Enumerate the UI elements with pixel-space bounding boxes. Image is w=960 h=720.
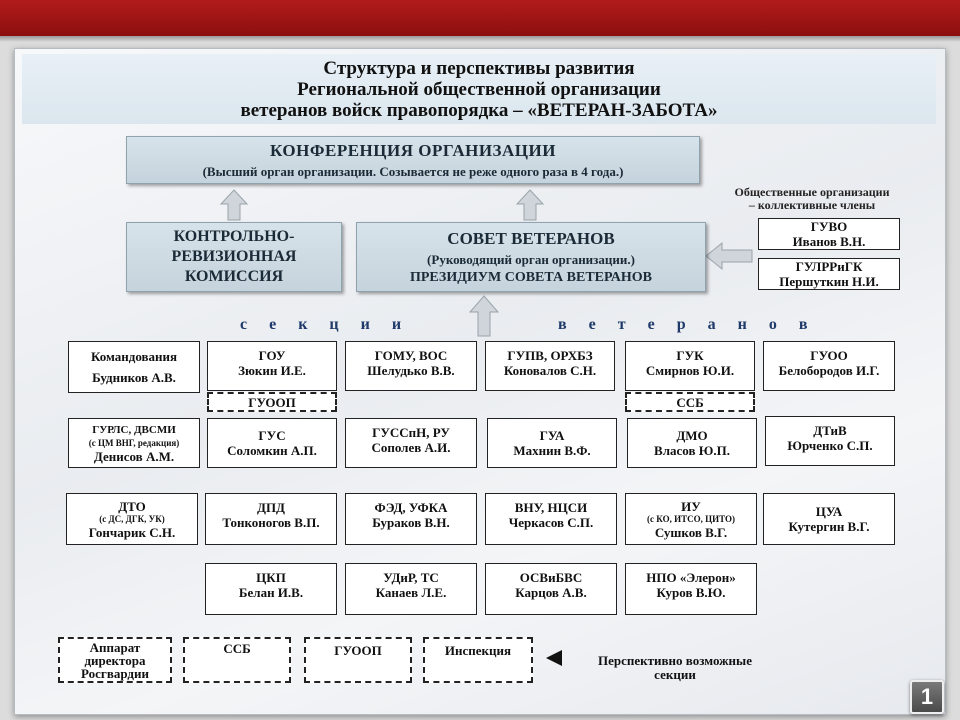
perspective-box	[183, 637, 291, 683]
section-name: ЦУА	[815, 504, 843, 519]
section-name: ГУССпН, РУ	[372, 425, 450, 440]
arrow-up-icon	[470, 296, 498, 336]
subsection-label: ГУООП	[248, 394, 296, 410]
section-person: Белобородов И.Г.	[778, 363, 880, 378]
public-org-name: ГУЛРРиГК	[795, 259, 863, 274]
subsection-guoop	[207, 392, 337, 412]
section-box	[625, 341, 755, 391]
section-name: ЦКП	[256, 570, 286, 585]
section-person: Бураков В.Н.	[372, 515, 450, 530]
audit-line-3: КОМИССИЯ	[184, 268, 284, 285]
section-box	[485, 493, 617, 545]
audit-line-1: КОНТРОЛЬНО-	[173, 228, 295, 245]
sections-heading-left: с е к ц и и	[240, 316, 411, 333]
section-box	[485, 341, 615, 391]
perspective-line-2: директора	[84, 652, 146, 668]
legend-arrow-icon	[546, 650, 562, 666]
audit-commission-box	[126, 222, 342, 292]
section-name: ГУК	[676, 348, 704, 363]
section-name: ГУОО	[810, 348, 848, 363]
council-box	[356, 222, 706, 292]
section-note: (с ЦМ ВНГ, редакция)	[88, 437, 180, 448]
public-org-person: Иванов В.Н.	[792, 234, 866, 249]
section-box	[485, 563, 617, 615]
public-org-guvo	[758, 218, 900, 250]
section-person: Будников А.В.	[92, 370, 176, 385]
section-box	[345, 563, 477, 615]
section-box	[345, 493, 477, 545]
section-box	[345, 341, 477, 391]
section-box	[487, 418, 617, 468]
section-box	[625, 493, 757, 545]
section-box	[205, 493, 337, 545]
section-name: ГУС	[258, 428, 286, 443]
perspective-line-1: Аппарат	[89, 639, 141, 655]
section-note: (с ДС, ДГК, УК)	[99, 513, 165, 524]
public-org-name: ГУВО	[810, 219, 848, 234]
perspective-line-1: ГУООП	[334, 643, 382, 658]
title-line-2: Региональной общественной организации	[297, 79, 661, 100]
section-person: Тонконогов В.П.	[222, 515, 320, 530]
perspective-line-3: Росгвардии	[81, 665, 149, 681]
council-title: СОВЕТ ВЕТЕРАНОВ	[447, 228, 615, 248]
section-person: Юрченко С.П.	[787, 438, 873, 453]
section-name: ОСВиБВС	[519, 570, 583, 585]
conference-subtitle: (Высший орган организации. Созывается не реже одного раза в 4 года.)	[202, 163, 624, 179]
section-name: ФЭД, УФКА	[374, 500, 448, 515]
section-person: Денисов А.М.	[93, 448, 175, 464]
perspective-line-1: Инспекция	[444, 643, 512, 658]
section-person: Шелудько В.В.	[367, 363, 455, 378]
perspective-box	[304, 637, 412, 683]
section-box	[66, 493, 198, 545]
section-name: УДиР, ТС	[383, 570, 439, 585]
section-person: Коновалов С.Н.	[503, 363, 597, 378]
arrow-left-icon	[706, 243, 752, 269]
section-note: (с КО, ИТСО, ЦИТО)	[647, 513, 735, 524]
perspective-legend-1: Перспективно возможные	[598, 653, 752, 668]
sections-heading-right: в е т е р а н о в	[558, 316, 817, 333]
conference-title: КОНФЕРЕНЦИЯ ОРГАНИЗАЦИИ	[270, 140, 556, 160]
section-person: Черкасов С.П.	[508, 515, 594, 530]
audit-line-2: РЕВИЗИОННАЯ	[171, 248, 297, 265]
section-name: ДТиВ	[813, 423, 847, 438]
arrow-up-icon	[517, 190, 543, 220]
section-person: Гончарик С.Н.	[88, 524, 176, 540]
section-box	[765, 416, 895, 466]
section-person: Белан И.В.	[238, 585, 304, 600]
perspective-line-1: ССБ	[223, 641, 251, 656]
section-name: ВНУ, НЦСИ	[514, 500, 588, 515]
perspective-box	[423, 637, 533, 683]
section-name: ДПД	[257, 500, 285, 515]
section-box	[627, 418, 757, 468]
section-box	[763, 493, 895, 545]
section-person: Канаев Л.Е.	[375, 585, 447, 600]
perspective-legend-2: секции	[654, 667, 696, 682]
section-name: Командования	[90, 349, 178, 364]
page-number-badge: 1	[910, 680, 944, 714]
section-name: ГОМУ, ВОС	[374, 348, 448, 363]
section-name: ГУА	[539, 428, 565, 443]
section-person: Кутергин В.Г.	[788, 519, 870, 534]
section-person: Карцов А.В.	[515, 585, 587, 600]
subsection-ssb	[625, 392, 755, 412]
section-box	[205, 563, 337, 615]
perspective-box	[58, 637, 172, 683]
section-box	[68, 341, 200, 393]
section-box	[763, 341, 895, 391]
section-person: Сополев А.И.	[371, 440, 451, 455]
section-box	[207, 418, 337, 468]
public-orgs-heading	[712, 186, 912, 212]
section-name: ИУ	[681, 498, 701, 514]
section-name: ГУРЛС, ДВСМИ	[92, 423, 176, 436]
council-presidium: ПРЕЗИДИУМ СОВЕТА ВЕТЕРАНОВ	[409, 269, 652, 285]
section-person: Сушков В.Г.	[654, 524, 728, 540]
section-name: НПО «Элерон»	[646, 570, 736, 585]
perspective-legend	[570, 654, 780, 682]
title-line-3: ветеранов войск правопорядка – «ВЕТЕРАН-ЗАБОТА»	[240, 100, 718, 121]
section-person: Махнин В.Ф.	[513, 443, 591, 458]
section-name: ДТО	[118, 498, 146, 514]
public-orgs-heading-1: Общественные организации	[734, 185, 890, 199]
council-subtitle: (Руководящий орган организации.)	[427, 251, 635, 267]
public-orgs-heading-2: – коллективные члены	[748, 198, 876, 212]
section-name: ГУПВ, ОРХБЗ	[507, 348, 593, 363]
section-name: ДМО	[676, 428, 708, 443]
subsection-label: ССБ	[676, 394, 704, 410]
section-person: Куров В.Ю.	[656, 585, 726, 600]
section-person: Соломкин А.П.	[227, 443, 317, 458]
section-box	[625, 563, 757, 615]
public-org-person: Першуткин Н.И.	[779, 274, 879, 289]
public-org-gulrrigk	[758, 258, 900, 290]
section-person: Зюкин И.Е.	[238, 363, 306, 378]
section-box	[68, 418, 200, 468]
section-person: Власов Ю.П.	[654, 443, 730, 458]
section-box	[207, 341, 337, 391]
title-line-1: Структура и перспективы развития	[323, 58, 635, 79]
arrow-up-icon	[221, 190, 247, 220]
section-name: ГОУ	[258, 348, 286, 363]
section-box	[345, 418, 477, 468]
section-person: Смирнов Ю.И.	[645, 363, 735, 378]
